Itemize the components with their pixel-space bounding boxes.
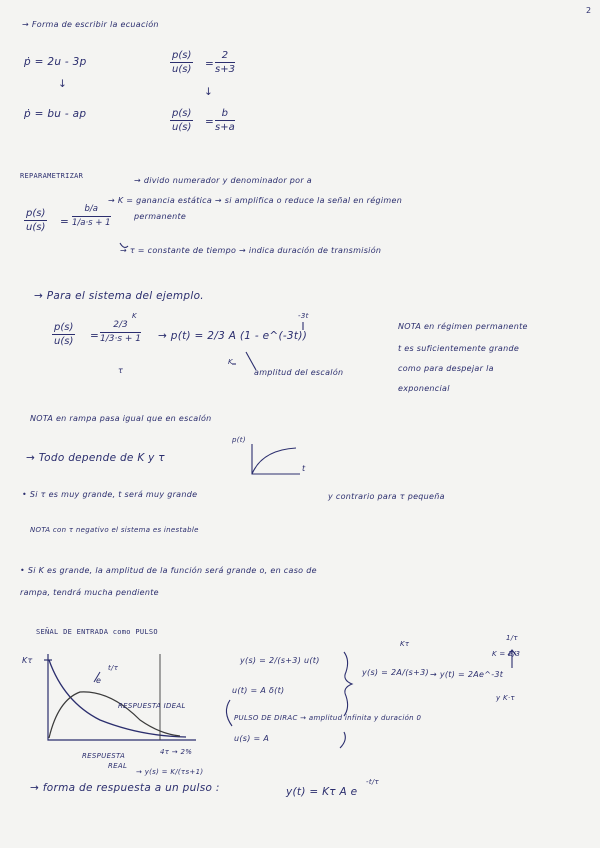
transfer-fn-2-rhs: b s+a	[215, 108, 235, 133]
k-value: K = 2/3	[492, 650, 521, 658]
gain-note-cont: permanente	[134, 212, 187, 221]
final-exponent: -t/τ	[366, 778, 380, 786]
pulse-ut: u(t) = A δ(t)	[232, 686, 285, 695]
hook-stroke-2	[340, 732, 345, 748]
pulse-curve-exp: t/τ	[108, 664, 119, 672]
pulse-yt: → y(t) = 2Ae^-3t	[430, 670, 504, 679]
real-response-label: RESPUESTA	[82, 752, 126, 760]
equation-1: ṗ = 2u - 3p	[24, 56, 87, 68]
mini-curve	[252, 448, 296, 474]
example-tf: p(s) u(s)	[54, 322, 74, 347]
down-arrow-1: ↓	[58, 78, 68, 90]
transfer-fn-2-eq: =	[205, 116, 215, 128]
real-ys: → y(s) = K/(τs+1)	[136, 768, 204, 776]
side-note-4: exponencial	[398, 384, 450, 393]
side-note-1: NOTA en régimen permanente	[398, 322, 528, 331]
bullet-tau-2: y contrario para τ pequeña	[328, 492, 445, 501]
example-tf-rhs: 2/3 1/3·s + 1	[100, 320, 142, 344]
k-label-2: K	[228, 358, 233, 366]
bullet-k-2: rampa, tendrá mucha pendiente	[20, 588, 159, 597]
hook-stroke	[226, 700, 232, 726]
mini-plot-xlabel: t	[302, 464, 306, 473]
transfer-fn-1: p(s) u(s)	[172, 50, 192, 75]
pulse-yaxis-label: Kτ	[22, 656, 33, 665]
tau-note: → τ = constante de tiempo → indica duración de transmisión	[120, 246, 382, 255]
side-note-2: t es suficientemente grande	[398, 344, 520, 353]
amplitude-note: amplitud del escalón	[254, 368, 344, 377]
inverse-tau: 1/τ	[506, 634, 518, 642]
down-arrow-2: ↓	[204, 86, 214, 98]
transfer-fn-1-eq: =	[205, 58, 215, 70]
final-label: → forma de respuesta a un pulso :	[30, 782, 220, 794]
tau-label: τ	[118, 366, 124, 375]
k-tau-top: Kτ	[400, 640, 410, 648]
reparam-title: REPARAMETRIZAR	[20, 172, 84, 180]
k-label: K	[132, 312, 137, 320]
bullet-tau-1: • Si τ es muy grande, t será muy grande	[22, 490, 198, 499]
dirac-note: PULSO DE DIRAC → amplitud infinita y duración 0	[234, 714, 422, 722]
reparam-line1: → divido numerador y denominador por a	[134, 176, 313, 185]
pulse-ys: y(s) = 2/(s+3) u(t)	[240, 656, 320, 665]
example-heading: → Para el sistema del ejemplo.	[34, 290, 204, 302]
bullet-k-1: • Si K es grande, la amplitud de la función será grande o, en caso de	[20, 566, 317, 575]
equation-2: ṗ = bu - ap	[24, 108, 87, 120]
reparam-eq: =	[60, 216, 70, 228]
pulse-us: u(s) = A	[234, 734, 270, 743]
pulse-curve-label: e	[96, 676, 102, 685]
yk-note: y K·τ	[496, 694, 515, 702]
mini-step-plot	[252, 444, 300, 474]
transfer-fn-1-rhs: 2 s+3	[215, 50, 235, 75]
mini-plot-ylabel: p(t)	[232, 436, 246, 444]
final-equation: y(t) = Kτ A e	[286, 786, 358, 798]
brace-stroke	[344, 652, 352, 716]
example-eq: =	[90, 330, 100, 342]
ideal-response-label: RESPUESTA IDEAL	[118, 702, 186, 710]
gain-note: → K = ganancia estática → si amplifica o reduce la señal en régimen	[108, 196, 403, 205]
reparam-tf: p(s) u(s)	[26, 208, 46, 233]
ramp-note: NOTA en rampa pasa igual que en escalón	[30, 414, 212, 423]
reparam-tf-rhs: b/a 1/a·s + 1	[72, 204, 111, 228]
pulse-response-plot	[44, 654, 196, 740]
page-number: 2	[586, 6, 592, 15]
real-response-label-2: REAL	[108, 762, 128, 770]
settling-note: 4τ → 2%	[160, 748, 193, 756]
depends-note: → Todo depende de K y τ	[26, 452, 165, 464]
negative-tau-note: NOTA con τ negativo el sistema es inestable	[30, 526, 199, 534]
step-response: → p(t) = 2/3 A (1 - e^(-3t))	[158, 330, 308, 342]
side-note-3: como para despejar la	[398, 364, 494, 373]
exponent-note: -3t	[298, 312, 309, 320]
pulse-ys2: y(s) = 2A/(s+3)	[362, 668, 429, 677]
section1-heading: → Forma de escribir la ecuación	[22, 20, 159, 29]
transfer-fn-2: p(s) u(s)	[172, 108, 192, 133]
pulse-title: SEÑAL DE ENTRADA como PULSO	[36, 628, 158, 636]
